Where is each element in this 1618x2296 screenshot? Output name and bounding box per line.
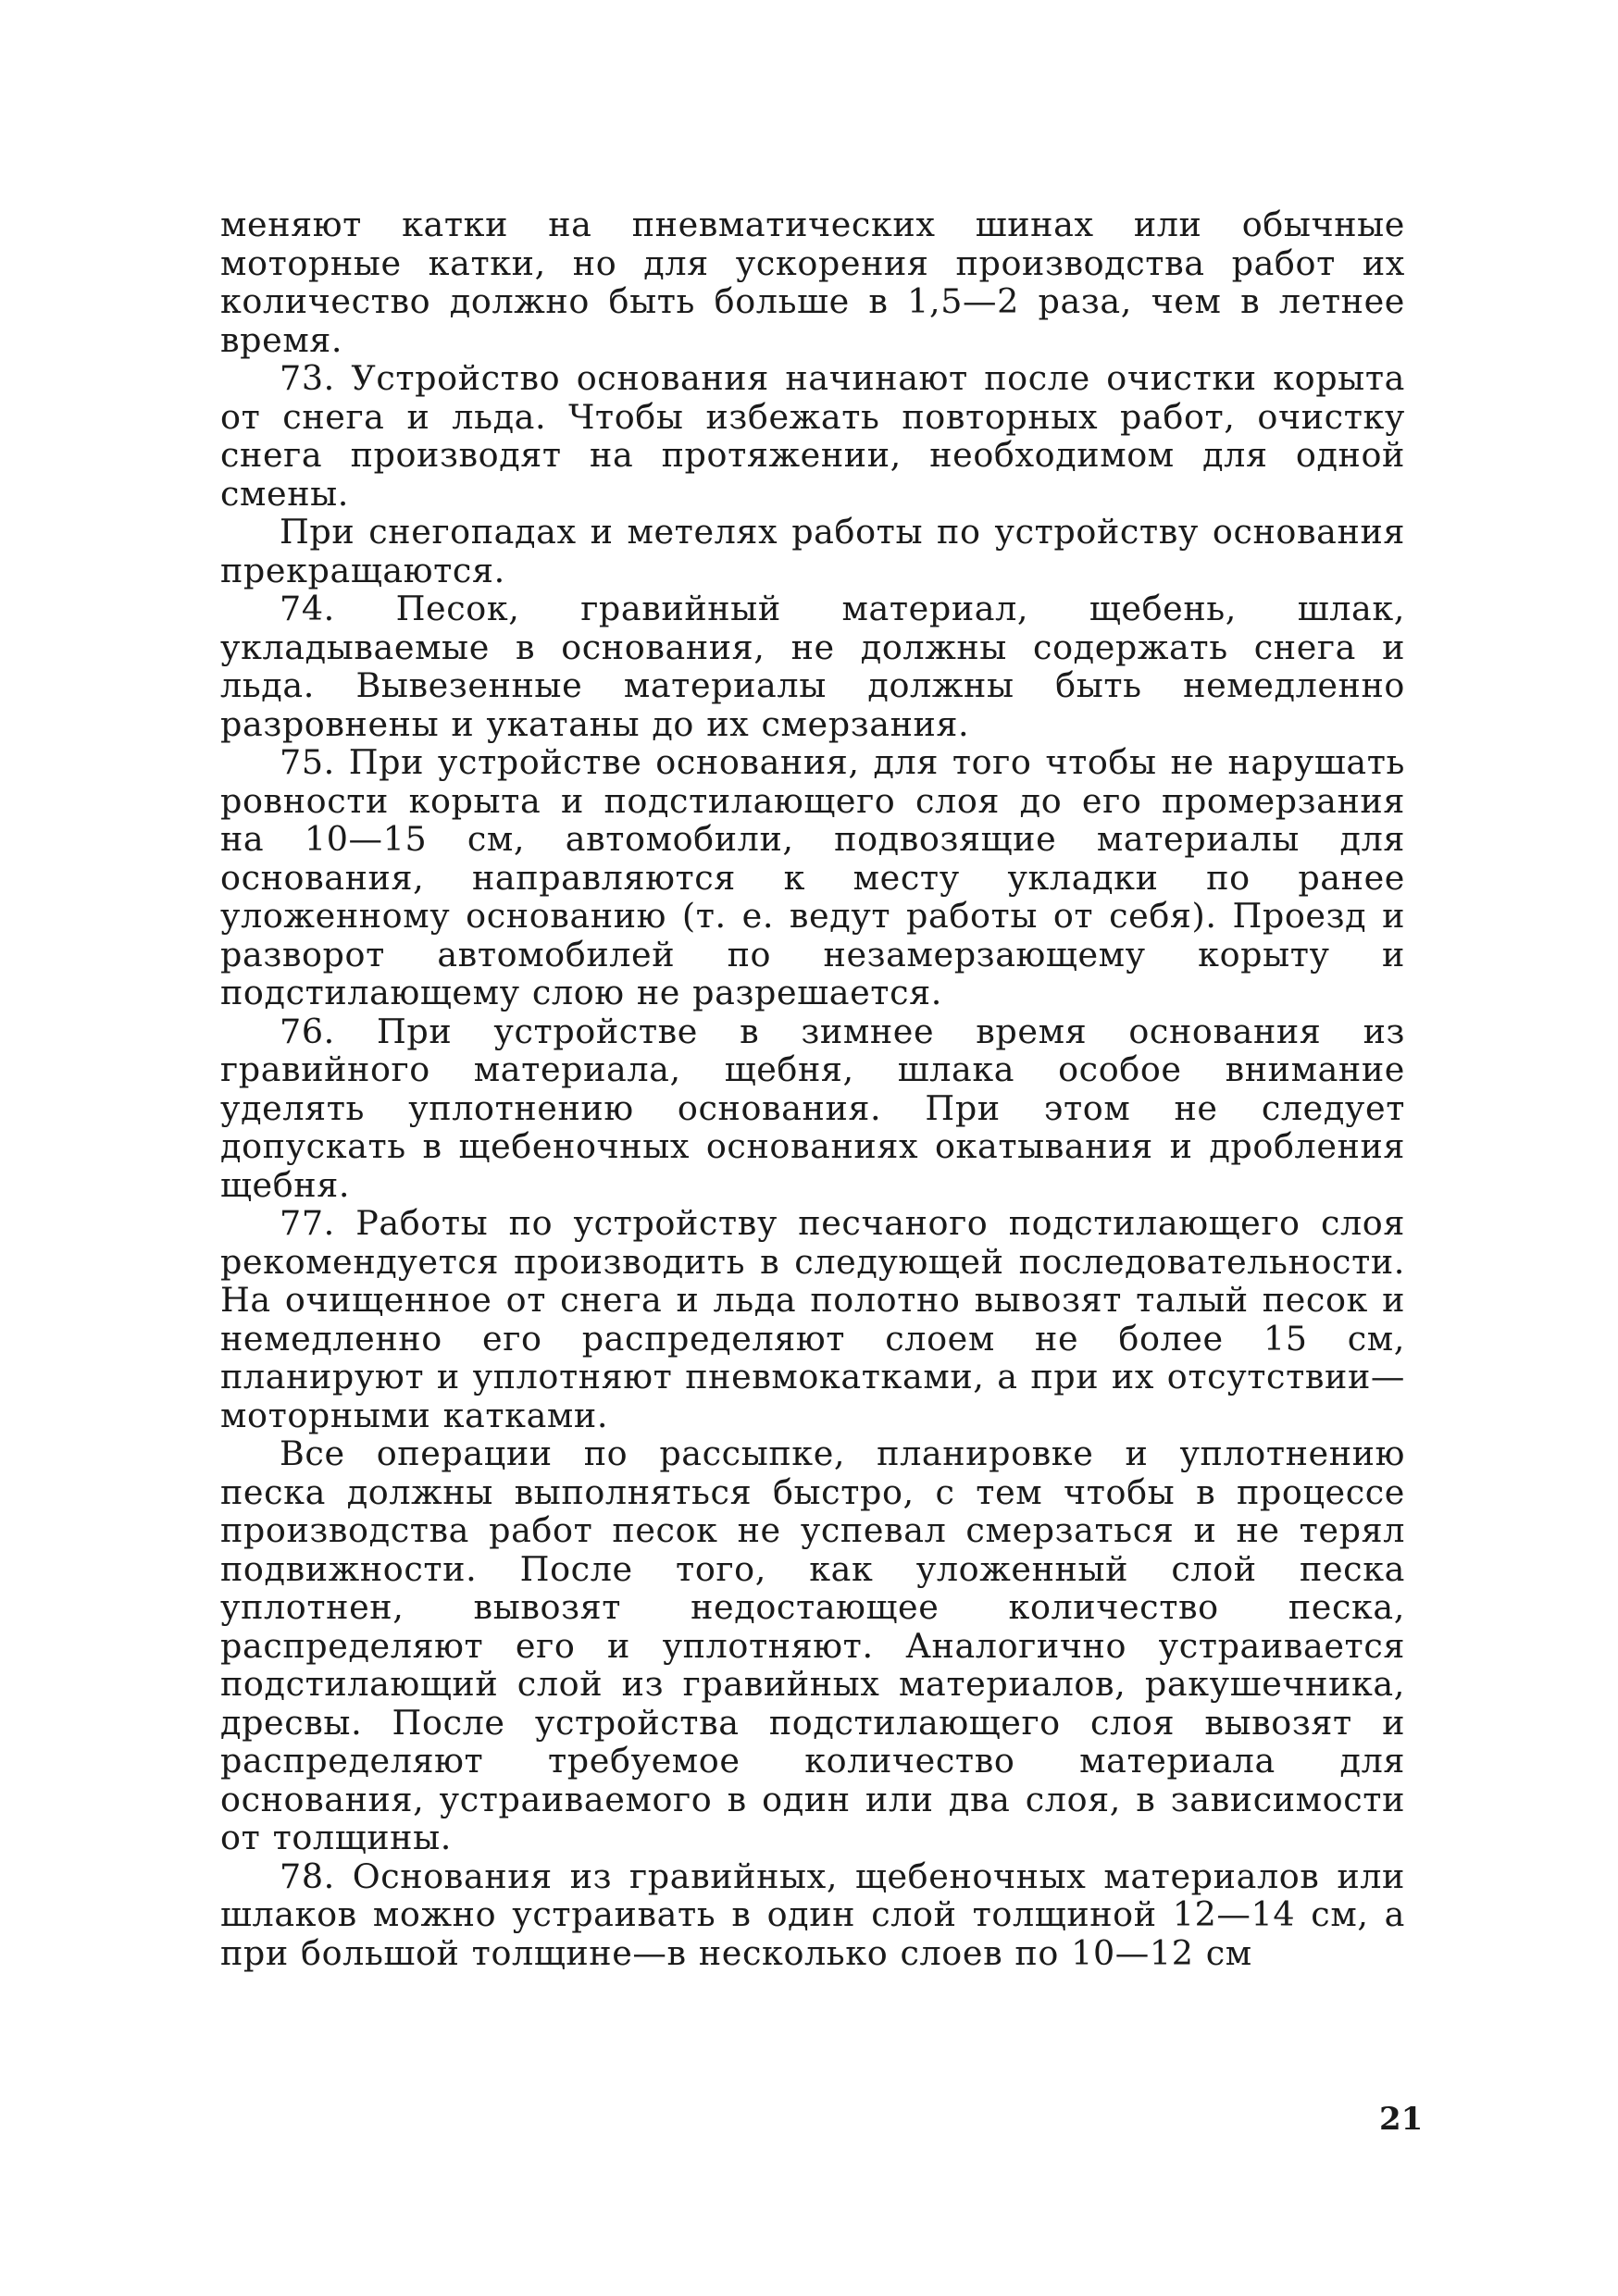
- paragraph-77-operations: Все операции по рассыпке, планировке и уплотнению песка должны выполняться быстро, с тем чтобы в процессе производства работ песок не успевал смерзаться и не терял подвижности. После того, как уложенный слой песка уплотнен, вывозят недостающее количество песка, распределяют его и уплотняют. Аналогично устраивается подстилающий слой из гравийных материалов, ракушечника, дресвы. После устройства подстилающего слоя вывозят и распределяют требуемое количество материала для основания, устраиваемого в один или два слоя, в зависимости от толщины.: [220, 1433, 1405, 1857]
- paragraph-78: 78. Основания из гравийных, щебеночных материалов или шлаков можно устраивать в один слой толщиной 12—14 см, а при большой толщине—в несколько слоев по 10—12 см: [220, 1855, 1405, 1973]
- paragraph-73-snowfall: При снегопадах и метелях работы по устройству основания прекращаются.: [220, 512, 1405, 590]
- page-number: 21: [1379, 2101, 1424, 2138]
- paragraph-76: 76. При устройстве в зимнее время основания из гравийного материала, щебня, шлака особое внимание уделять уплотнению основания. При этом не следует допускать в щебеночных основаниях окатывания и дробления щебня.: [220, 1011, 1405, 1205]
- paragraph-73: 73. Устройство основания начинают после очистки корыта от снега и льда. Чтобы избежать повторных работ, очистку снега производят на протяжении, необходимом для одной смены.: [220, 358, 1405, 514]
- document-page: [220, 205, 1405, 1972]
- paragraph-75: 75. При устройстве основания, для того чтобы не нарушать ровности корыта и подстилающего слоя до его промерзания на 10—15 см, автомобили, подвозящие материалы для основания, направляются к месту укладки по ранее уложенному основанию (т. е. ведут работы от себя). Проезд и разворот автомобилей по незамерзающему корыту и подстилающему слою не разрешается.: [220, 742, 1405, 1012]
- paragraph-continuation: меняют катки на пневматических шинах или обычные моторные катки, но для ускорения производства работ их количество должно быть больше в 1,5—2 раза, чем в летнее время.: [220, 205, 1405, 360]
- paragraph-77: 77. Работы по устройству песчаного подстилающего слоя рекомендуется производить в следующей последовательности. На очищенное от снега и льда полотно вывозят талый песок и немедленно его распределяют слоем не более 15 см, планируют и уплотняют пневмокатками, а при их отсутствии—моторными катками.: [220, 1203, 1405, 1435]
- paragraph-74: 74. Песок, гравийный материал, щебень, шлак, укладываемые в основания, не должны содержать снега и льда. Вывезенные материалы должны быть немедленно разровнены и укатаны до их смерзания.: [220, 589, 1405, 744]
